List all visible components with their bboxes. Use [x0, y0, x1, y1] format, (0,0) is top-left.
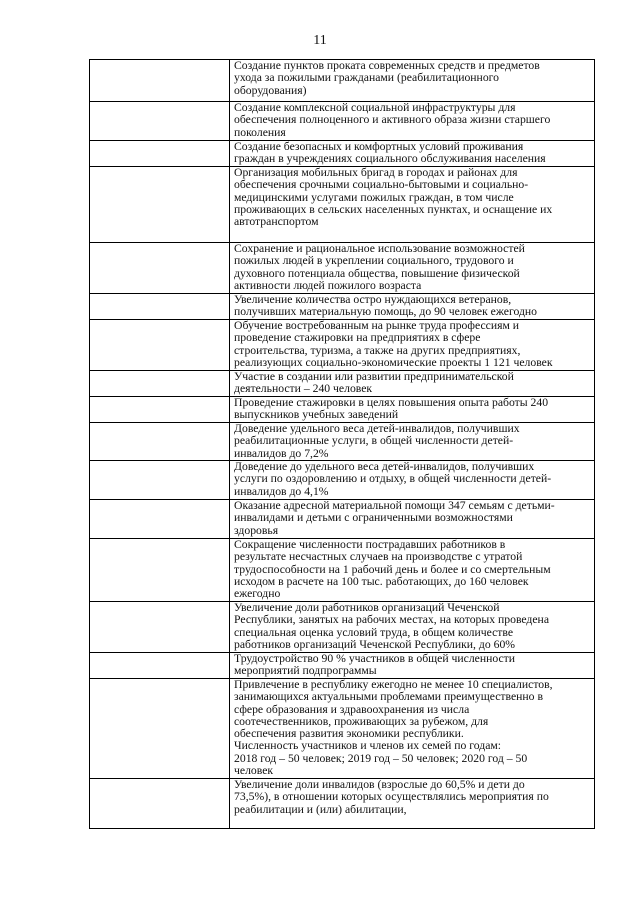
text-line: Увеличение количества остро нуждающихся ветеранов, — [234, 294, 512, 306]
left-column-cell — [90, 602, 230, 653]
indicator-cell — [230, 141, 595, 167]
text-line: строительства, туризма, а также на других предприятиях, — [234, 343, 521, 357]
text-line: услуги по оздоровлению и отдыху, в общей численности детей- — [234, 472, 552, 486]
indicator-cell — [230, 423, 595, 461]
text-line: Численность участников и членов их семей по годам: — [234, 739, 502, 753]
indicator-text — [230, 679, 594, 778]
table-row — [90, 397, 595, 423]
text-line: Участие в создании или развитии предпринимательской — [234, 371, 514, 383]
left-column-cell — [90, 500, 230, 539]
indicator-cell — [230, 679, 595, 779]
text-line: выпускников учебных заведений — [234, 408, 399, 422]
text-line: активности людей пожилого возраста — [234, 278, 422, 292]
text-line: Трудоустройство 90 % участников в общей численности — [234, 653, 516, 665]
text-line: исходом в расчете на 100 тыс. работающих, до 160 человек — [234, 574, 529, 588]
text-line: результате несчастных случаев на производстве с утратой — [234, 550, 523, 564]
table-row — [90, 371, 595, 397]
table-row — [90, 653, 595, 679]
text-line: Привлечение в республику ежегодно не менее 10 специалистов, — [234, 679, 553, 691]
text-line: реабилитационные услуги, в общей численности детей- — [234, 434, 514, 448]
text-line: Увеличение доли инвалидов (взрослые до 60,5% и дети до — [234, 779, 525, 791]
table-row — [90, 167, 595, 243]
left-column-cell — [90, 371, 230, 397]
text-line: Проведение стажировки в целях повышения опыта работы 240 — [234, 397, 549, 409]
indicator-text — [230, 320, 594, 370]
text-line: занимающихся актуальными проблемами преимущественно в — [234, 690, 543, 704]
left-column-cell — [90, 102, 230, 141]
table-row — [90, 141, 595, 167]
text-line: ухода за пожилыми гражданами (реабилитационного — [234, 71, 500, 85]
left-column-cell — [90, 320, 230, 371]
text-line: Сокращение численности пострадавших работников в — [234, 539, 506, 551]
text-line: реализующих социально-экономические проекты 1 121 человек — [234, 355, 553, 369]
text-line: инвалидов до 4,1% — [234, 484, 329, 498]
text-line: обеспечения срочными социально-бытовыми и социально- — [234, 178, 529, 192]
left-column-cell — [90, 141, 230, 167]
indicator-text — [230, 423, 594, 460]
text-line: сфере образования и здравоохранения из числа — [234, 702, 470, 716]
table-row — [90, 602, 595, 653]
left-column-cell — [90, 461, 230, 500]
text-line: проведение стажировки на предприятиях в сфере — [234, 331, 481, 345]
text-line: Обучение востребованным на рынке труда профессиям и — [234, 320, 520, 332]
table-row — [90, 423, 595, 461]
text-line: медицинскими услугами пожилых граждан, в том числе — [234, 190, 514, 204]
text-line: человек — [234, 764, 274, 778]
indicator-cell — [230, 779, 595, 829]
text-line: Создание пунктов проката современных средств и предметов — [234, 60, 540, 72]
text-line: здоровья — [234, 523, 279, 537]
left-column-cell — [90, 397, 230, 423]
text-line: граждан в учреждениях социального обслуживания населения — [234, 152, 546, 166]
text-line: обеспечения развития экономики республики. — [234, 727, 464, 741]
table-row — [90, 461, 595, 500]
left-column-cell — [90, 167, 230, 243]
text-line: ежегодно — [234, 587, 281, 601]
left-column-cell — [90, 539, 230, 602]
text-line: Оказание адресной материальной помощи 347 семьям с детьми- — [234, 500, 555, 512]
indicator-cell — [230, 397, 595, 423]
text-line: Доведение удельного веса детей-инвалидов, получивших — [234, 423, 520, 435]
table-row — [90, 539, 595, 602]
table-row — [90, 102, 595, 141]
text-line: Доведение до удельного веса детей-инвалидов, получивших — [234, 461, 535, 473]
text-line: трудоспособности на 1 рабочий день и более и со смертельным — [234, 562, 551, 576]
text-line: Увеличение доли работников организаций Чеченской — [234, 602, 500, 614]
text-line: Создание комплексной социальной инфраструктуры для — [234, 102, 516, 114]
indicator-cell — [230, 243, 595, 294]
page-number: 11 — [313, 33, 327, 48]
left-column-cell — [90, 423, 230, 461]
indicator-text — [230, 602, 594, 652]
indicator-cell — [230, 539, 595, 602]
left-column-cell — [90, 679, 230, 779]
indicator-text — [230, 371, 594, 396]
indicator-text — [230, 779, 594, 828]
left-column-cell — [90, 60, 230, 102]
indicator-cell — [230, 102, 595, 141]
text-line: Создание безопасных и комфортных условий проживания — [234, 141, 524, 153]
indicator-text — [230, 102, 594, 140]
indicator-text — [230, 397, 594, 422]
text-line: Республики, занятых на рабочих местах, на которых проведена — [234, 613, 550, 627]
left-column-cell — [90, 779, 230, 829]
indicator-cell — [230, 371, 595, 397]
indicator-text — [230, 243, 594, 293]
text-line: поколения — [234, 125, 286, 139]
indicator-text — [230, 60, 594, 101]
text-line: обеспечения полноценного и активного образа жизни старшего — [234, 113, 551, 127]
text-line: специальная оценка условий труда, в общем количестве — [234, 625, 514, 639]
indicator-cell — [230, 167, 595, 243]
text-line: проживающих в сельских населенных пунктах, и оснащение их — [234, 202, 553, 216]
text-line: соотечественников, проживающих за рубежом, для — [234, 714, 489, 728]
left-column-cell — [90, 294, 230, 320]
text-line: 2018 год – 50 человек; 2019 год – 50 человек; 2020 год – 50 — [234, 751, 528, 765]
text-line: духовного потенциала общества, повышение физической — [234, 266, 520, 280]
text-line: Организация мобильных бригад в городах и районах для — [234, 167, 518, 179]
indicator-cell — [230, 500, 595, 539]
indicator-cell — [230, 461, 595, 500]
text-line: 73,5%), в отношении которых осуществлялись мероприятия по — [234, 790, 549, 804]
indicator-cell — [230, 294, 595, 320]
indicator-cell — [230, 60, 595, 102]
text-line: получивших материальную помощь, до 90 человек ежегодно — [234, 305, 538, 319]
text-line: инвалидов до 7,2% — [234, 446, 329, 460]
table-row — [90, 243, 595, 294]
table-row — [90, 679, 595, 779]
indicator-cell — [230, 653, 595, 679]
indicator-cell — [230, 602, 595, 653]
text-line: автотранспортом — [234, 215, 319, 229]
indicator-text — [230, 294, 594, 319]
table-row — [90, 294, 595, 320]
text-line: деятельности – 240 человек — [234, 382, 373, 396]
text-line: пожилых людей в укреплении социального, трудового и — [234, 254, 514, 268]
text-line: реабилитации и (или) абилитации, — [234, 802, 407, 816]
text-line: инвалидами и детьми с ограниченными возможностями — [234, 511, 513, 525]
text-line: Сохранение и рациональное использование возможностей — [234, 243, 525, 255]
table-row — [90, 60, 595, 102]
text-line: мероприятий подпрограммы — [234, 664, 377, 678]
indicator-cell — [230, 320, 595, 371]
left-column-cell — [90, 653, 230, 679]
table-row — [90, 500, 595, 539]
text-line: оборудования) — [234, 83, 307, 97]
indicator-text — [230, 653, 594, 678]
indicator-text — [230, 141, 594, 166]
indicators-table — [89, 59, 595, 829]
indicator-text — [230, 167, 594, 242]
indicator-text — [230, 461, 594, 499]
left-column-cell — [90, 243, 230, 294]
indicator-text — [230, 539, 594, 601]
table-row — [90, 320, 595, 371]
indicator-text — [230, 500, 594, 538]
table-row — [90, 779, 595, 829]
text-line: работников организаций Чеченской Республики, до 60% — [234, 637, 516, 651]
